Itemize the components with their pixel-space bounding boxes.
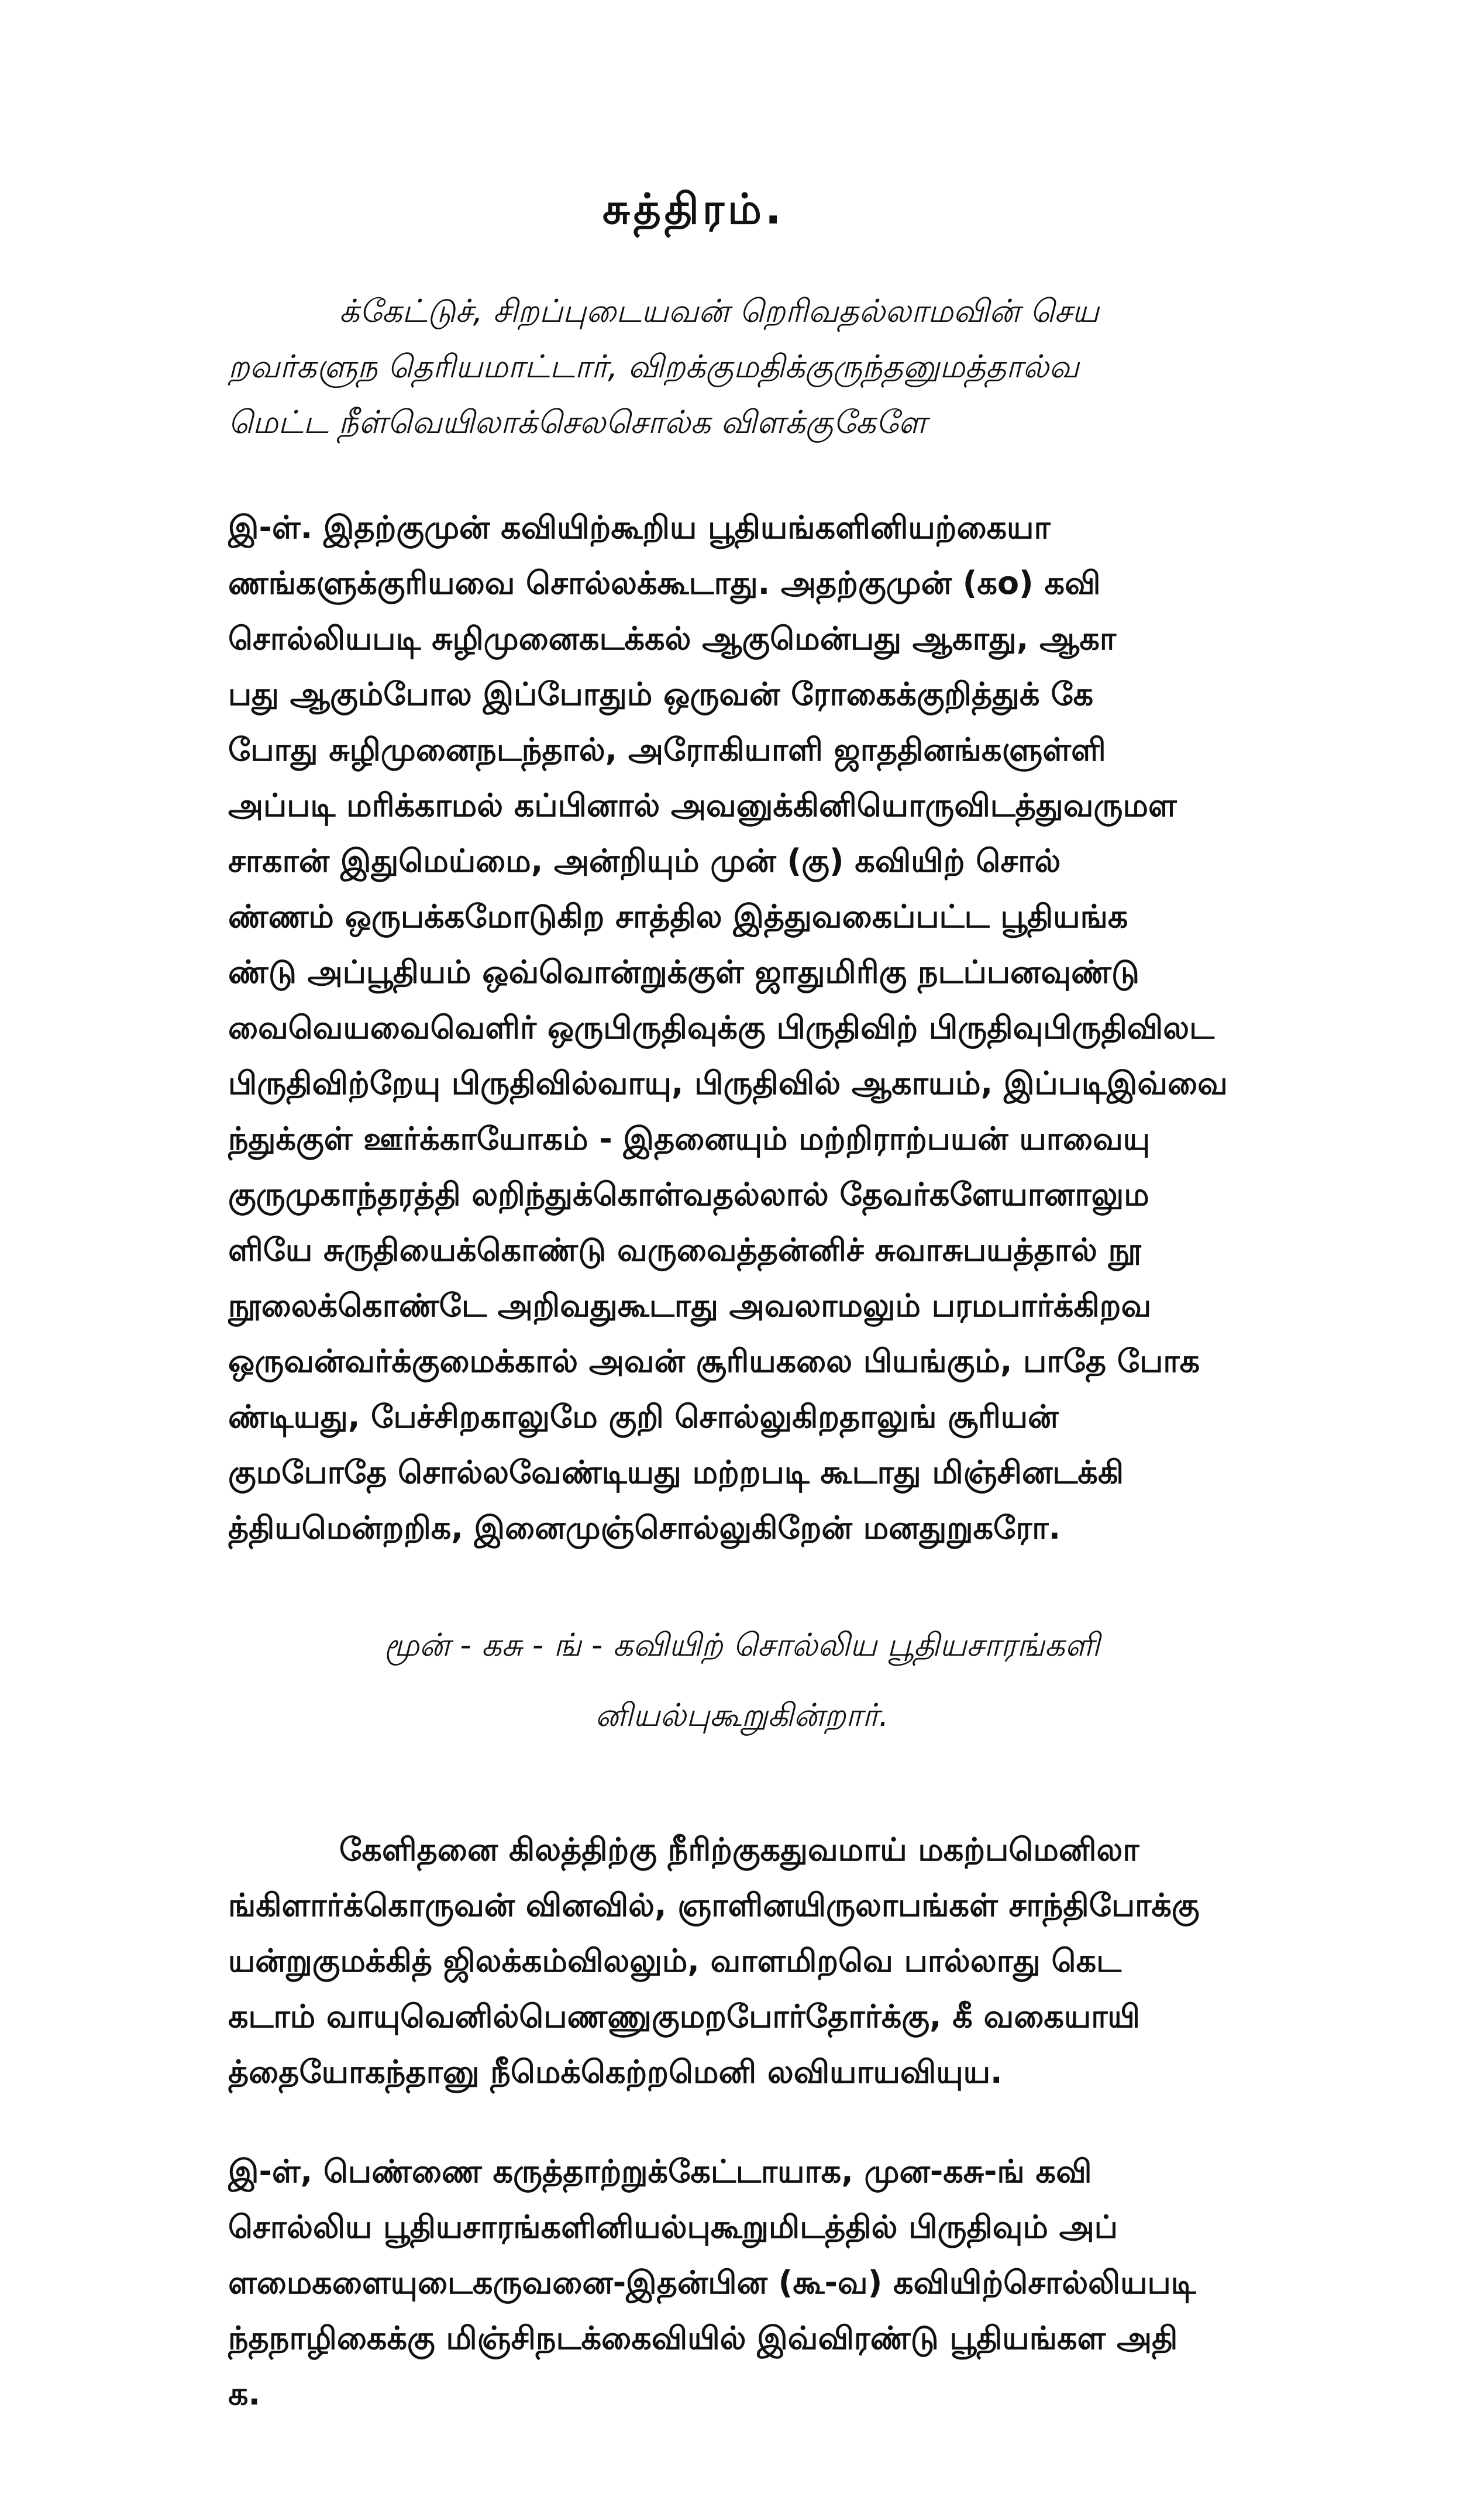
paragraph-line: பது ஆகும்போல இப்போதும் ஒருவன் ரோகைக்குறித்துக் கே: [228, 676, 1094, 713]
paragraph-line: ஒருவன்வர்க்குமைக்கால் அவன் சூரியகலை பியங்கும், பாதே போக: [228, 1343, 1200, 1380]
section-heading: னியல்புகூறுகின்றார்.: [595, 1697, 889, 1733]
page-title: சுத்திரம்.: [602, 184, 785, 233]
paragraph-line: ளமைகளையுடைகருவனை-இதன்பின (கூ-வ) கவியிற்சொல்லியபடி: [228, 2264, 1196, 2301]
verse-line: யன்றுகுமக்கித் ஜிலக்கம்விலலும், வாளமிறவெ பால்லாது கெட: [228, 1942, 1122, 1979]
paragraph-line: ண்ணம் ஒருபக்கமோடுகிற சாத்தில இத்துவகைப்பட்ட பூதியங்க: [228, 898, 1128, 935]
paragraph-line: இ-ள். இதற்குமுன் கவியிற்கூறிய பூதியங்களினியற்கையா: [228, 509, 1051, 546]
paragraph-line: சாகான் இதுமெய்மை, அன்றியும் முன் (கு) கவியிற் சொல்: [228, 842, 1061, 879]
paragraph-line: சொல்லியபடி சுழிமுனைகடக்கல் ஆகுமென்பது ஆகாது, ஆகா: [228, 620, 1117, 657]
paragraph-line: ந்துக்குள் ஊர்க்காயோகம் - இதனையும் மற்றிராற்பயன் யாவையு: [228, 1120, 1151, 1157]
paragraph-line: ந்தநாழிகைக்கு மிஞ்சிநடக்கைவியில் இவ்விரண்டு பூதியங்கள அதி: [228, 2320, 1178, 2357]
verse-line: கடாம் வாயுவெனில்பெணணுகுமறபோர்தோர்க்கு, கீ வகையாயி: [228, 1998, 1140, 2035]
verse-line: ங்கிளார்க்கொருவன் வினவில், ஞாளினயிருலாபங்கள் சாந்திபோக்கு: [228, 1887, 1200, 1924]
paragraph-line: சொல்லிய பூதியசாரங்களினியல்புகூறுமிடத்தில் பிருதிவும் அப்: [228, 2209, 1118, 2245]
paragraph-line: போது சுழிமுனைநடந்தால், அரோகியாளி ஜாததினங்களுள்ளி: [228, 731, 1106, 768]
paragraph-line: வைவெயவைவெளிர் ஒருபிருதிவுக்கு பிருதிவிற் பிருதிவுபிருதிவிலட: [228, 1009, 1215, 1046]
paragraph-line: த்தியமென்றறிக, இனைமுஞ்சொல்லுகிறேன் மனதுறுகரோ.: [228, 1509, 1061, 1546]
paragraph-line: ண்டு அப்பூதியம் ஒவ்வொன்றுக்குள் ஜாதுமிரிகு நடப்பனவுண்டு: [228, 954, 1139, 990]
paragraph-line: ண்டியது, பேச்சிறகாலுமே குறி சொல்லுகிறதாலுங் சூரியன்: [228, 1398, 1059, 1435]
verse-line: க்கேட்டுச், சிறப்புடையவன் றெரிவதல்லாமவின் செய: [339, 293, 1099, 329]
paragraph-line: அப்படி மரிக்காமல் கப்பினால் அவனுக்கினியொருவிடத்துவருமள: [228, 787, 1177, 824]
paragraph-line: க.: [228, 2375, 261, 2412]
paragraph-line: ளியே சுருதியைக்கொண்டு வருவைத்தன்னிச் சுவாசுபயத்தால் நூ: [228, 1232, 1142, 1268]
section-heading: மூன் - கசு - ங் - கவியிற் சொல்லிய பூதியசாரங்களி: [384, 1626, 1100, 1663]
paragraph-line: இ-ள், பெண்ணை கருத்தாற்றுக்கேட்டாயாக, முன-கசு-ங் கவி: [228, 2153, 1092, 2190]
paragraph-line: குருமுகாந்தரத்தி லறிந்துக்கொள்வதல்லால் தேவர்களேயானாலும: [228, 1176, 1149, 1213]
paragraph-line: குமபோதே சொல்லவேண்டியது மற்றபடி கூடாது மிஞ்சினடக்கி: [228, 1454, 1124, 1491]
verse-line: கேளிதனை கிலத்திற்கு நீரிற்குகதுவமாய் மகற்பமெனிலா: [339, 1831, 1139, 1868]
paragraph-line: ணங்களுக்குரியவை சொல்லக்கூடாது. அதற்குமுன் (கo) கவி: [228, 565, 1101, 601]
verse-line: மெட்ட நீள்வெயிலாக்செலசொல்க விளக்குகேளே: [228, 404, 927, 441]
verse-line: த்தையோகந்தானு நீமெக்கெற்றமெனி லவியாயவியுய.: [228, 2053, 1003, 2090]
verse-line: றவர்களுந தெரியமாட்டார், விறக்குமதிக்குருந்தனுமத்தால்வ: [228, 348, 1079, 385]
paragraph-line: பிருதிவிற்றேயு பிருதிவில்வாயு, பிருதிவில் ஆகாயம், இப்படிஇவ்வை: [228, 1065, 1228, 1102]
paragraph-line: நூலைக்கொண்டே அறிவதுகூடாது அவலாமலும் பரமபார்க்கிறவ: [228, 1287, 1152, 1324]
